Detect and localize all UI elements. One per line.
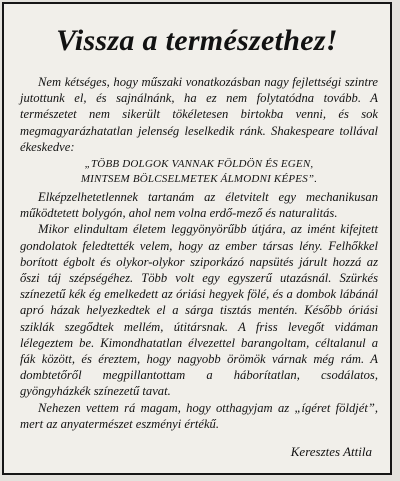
quote-line-2: MINTSEM BÖLCSELMETEK ÁLMODNI KÉPES”. bbox=[80, 173, 318, 186]
quote-line-1: „TÖBB DOLGOK VANNAK FÖLDÖN ÉS EGEN, bbox=[84, 158, 314, 171]
article-title: Vissza a természethez! bbox=[56, 24, 338, 57]
article-frame bbox=[2, 2, 392, 475]
shakespeare-quote bbox=[20, 157, 378, 187]
article-body bbox=[20, 74, 378, 432]
paragraph-1: Nem kétséges, hogy műszaki vonatkozásban nagy fejlettségi szintre jutottunk el, és sajnálnánk, ha ez nem folytatódna tovább. A természetet nem sikerült tökéletesen birtokba venni, és sok megmagyarázhatatlan jelenség leselkedik ránk. Shakespeare tollával ékeskedve: bbox=[20, 75, 378, 154]
paragraph-3: Mikor elindultam életem leggyönyörűbb útjára, az imént kifejtett gondolatok feledtették velem, hogy az ember társas lény. Felhőkkel borított égbolt és olykor-olykor sziporkázó napsütés járult hozzá az őszi táj szépségéhez. Több volt egy egyszerű utazásnál. Szürkés színezetű kék ég emelkedett az óriási hegyek fölé, és a dombok lábánál apró házak helyezkedtek el a sárga tisztás mentén. Később óriási sziklák szegődtek mellém, útitársnak. A friss levegőt vidáman lélegeztem be. Kimondhatatlan élvezettel barangoltam, céltalanul a fák között, és éreztem, hogy nagyobb örömök várnak még rám. A dombtetőről megpillantottam a háborítatlan, csodálatos, gyöngyházkék színezetű tavat. bbox=[20, 222, 378, 399]
author-signature: Keresztes Attila bbox=[290, 444, 372, 459]
paragraph-4: Nehezen vettem rá magam, hogy otthagyjam az „ígéret földjét”, mert az anyatermészet eszményi értékű. bbox=[20, 400, 378, 431]
paragraph-2: Elképzelhetetlennek tartanám az életvitelt egy mechanikusan működtetett bolygón, ahol nem volna erdő-mező és naturalitás. bbox=[20, 190, 378, 221]
